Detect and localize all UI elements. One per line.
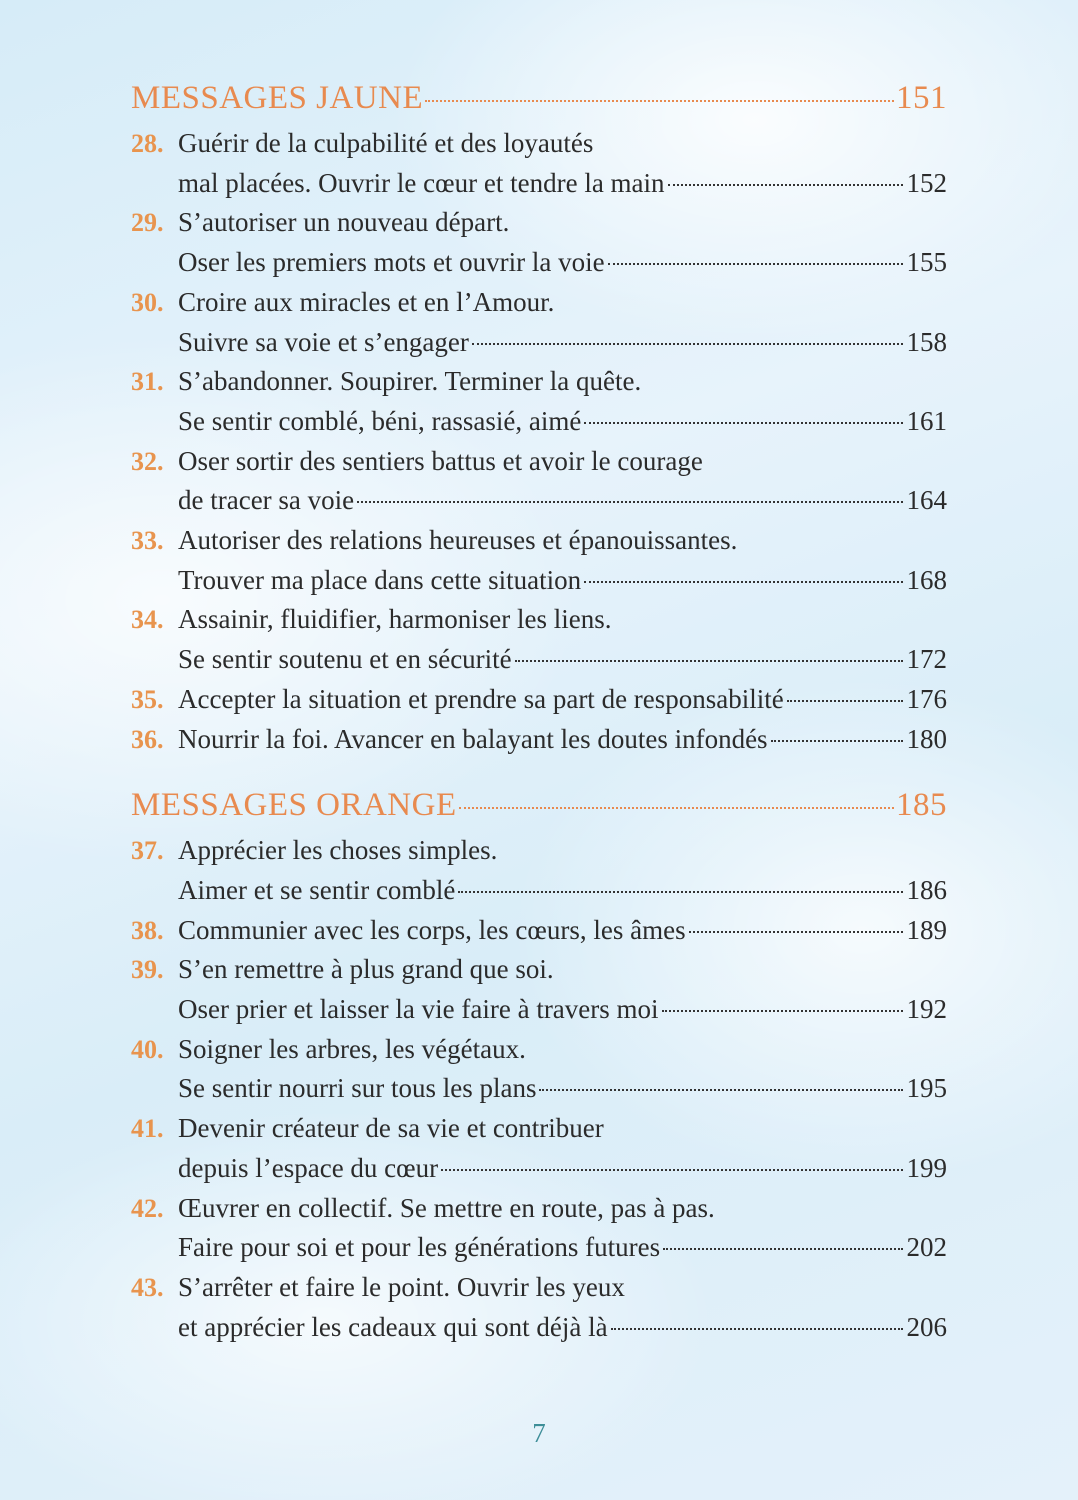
- entry-line: [178, 871, 947, 911]
- entry-line: [178, 990, 947, 1030]
- table-of-contents: [131, 80, 947, 1375]
- entry-number: 33.: [131, 526, 164, 556]
- toc-entry[interactable]: [131, 1189, 947, 1268]
- entry-number: 40.: [131, 1034, 164, 1064]
- entry-line-text: depuis l’espace du cœur: [178, 1152, 439, 1183]
- entry-line: [178, 1189, 947, 1229]
- entry-line: [178, 1308, 947, 1348]
- leader-dots: [539, 1089, 902, 1091]
- entry-line-text: Autoriser des relations heureuses et épanouissantes.: [178, 525, 738, 556]
- leader-dots: [472, 343, 903, 345]
- entry-line: [178, 323, 947, 363]
- entry-number: 43.: [131, 1272, 164, 1302]
- entry-line-text: Devenir créateur de sa vie et contribuer: [178, 1113, 604, 1144]
- entry-line-text: Œuvrer en collectif. Se mettre en route, pas à pas.: [178, 1192, 715, 1223]
- entry-page: 206: [906, 1311, 947, 1342]
- entry-text: [178, 521, 947, 600]
- entry-line: [178, 1268, 947, 1308]
- entry-line-text: Oser sortir des sentiers battus et avoir le courage: [178, 445, 703, 476]
- entry-text: [178, 950, 947, 1029]
- entry-line-text: S’arrêter et faire le point. Ouvrir les yeux: [178, 1271, 625, 1302]
- entry-number: 32.: [131, 446, 164, 476]
- section-title: MESSAGES ORANGE: [131, 787, 457, 824]
- toc-entry[interactable]: [131, 950, 947, 1029]
- leader-dots: [458, 891, 902, 893]
- entry-number: 28.: [131, 129, 164, 158]
- entry-line-text: Guérir de la culpabilité et des loyautés: [178, 128, 594, 158]
- toc-entry[interactable]: [131, 1268, 947, 1347]
- entry-number: 37.: [131, 836, 164, 866]
- entry-number: 41.: [131, 1114, 164, 1144]
- entry-line-text: S’abandonner. Soupirer. Terminer la quête.: [178, 366, 642, 397]
- toc-entry[interactable]: [131, 720, 947, 760]
- entry-page: 186: [906, 874, 947, 905]
- leader-dots: [662, 1010, 903, 1012]
- entry-page: 202: [906, 1232, 947, 1263]
- entry-line-text: et apprécier les cadeaux qui sont déjà là: [178, 1311, 608, 1342]
- entry-page: 199: [906, 1152, 947, 1183]
- entry-text: [178, 442, 947, 521]
- entry-number: 35.: [131, 684, 164, 714]
- entry-line-text: Se sentir nourri sur tous les plans: [178, 1073, 537, 1104]
- entry-line-text: Oser les premiers mots et ouvrir la voie: [178, 247, 605, 278]
- toc-entry[interactable]: [131, 831, 947, 910]
- entry-line-text: Se sentir comblé, béni, rassasié, aimé: [178, 405, 582, 436]
- entry-line: [178, 1030, 947, 1070]
- entry-line: [178, 283, 947, 323]
- toc-entry[interactable]: [131, 1109, 947, 1188]
- leader-dots: [689, 931, 903, 933]
- toc-entry[interactable]: [131, 1030, 947, 1109]
- entry-text: [178, 203, 947, 282]
- section-heading: [131, 80, 947, 124]
- entry-line-text: Soigner les arbres, les végétaux.: [178, 1033, 526, 1064]
- entry-page: 189: [906, 914, 947, 945]
- leader-dots: [441, 1169, 902, 1171]
- entry-text: [178, 831, 947, 910]
- entry-number: 30.: [131, 287, 164, 317]
- entry-line-text: Nourrir la foi. Avancer en balayant les doutes infondés: [178, 723, 768, 754]
- leader-dots: [584, 581, 902, 583]
- section-page: 185: [896, 787, 947, 824]
- toc-entry[interactable]: [131, 283, 947, 362]
- entry-line: [178, 1228, 947, 1268]
- entry-line: [178, 243, 947, 283]
- entry-line: [178, 720, 947, 760]
- entry-line-text: mal placées. Ouvrir le cœur et tendre la main: [178, 167, 665, 198]
- entry-line: [178, 600, 947, 640]
- entry-line: [178, 164, 947, 204]
- entry-number: 39.: [131, 955, 164, 985]
- entry-line: [178, 521, 947, 561]
- toc-entry[interactable]: [131, 362, 947, 441]
- leader-dots: [425, 100, 894, 102]
- entry-line-text: Se sentir soutenu et en sécurité: [178, 644, 512, 675]
- entry-page: 152: [906, 167, 947, 198]
- toc-entry[interactable]: [131, 911, 947, 951]
- entry-line: [178, 1149, 947, 1189]
- entry-line: [178, 402, 947, 442]
- entry-line: [178, 561, 947, 601]
- leader-dots: [515, 660, 903, 662]
- entry-list: [131, 831, 947, 1347]
- entry-line-text: S’autoriser un nouveau départ.: [178, 207, 510, 238]
- entry-number: 36.: [131, 724, 164, 754]
- entry-line-text: Apprécier les choses simples.: [178, 835, 498, 866]
- entry-text: [178, 720, 947, 760]
- leader-dots: [668, 184, 903, 186]
- entry-line-text: Assainir, fluidifier, harmoniser les liens.: [178, 604, 612, 635]
- entry-text: [178, 1268, 947, 1347]
- entry-page: 195: [906, 1073, 947, 1104]
- entry-page: 180: [906, 723, 947, 754]
- leader-dots: [608, 263, 903, 265]
- leader-dots: [459, 807, 894, 809]
- entry-text: [178, 1189, 947, 1268]
- entry-page: 172: [906, 644, 947, 675]
- section-heading: [131, 787, 947, 831]
- entry-number: 38.: [131, 915, 164, 945]
- entry-text: [178, 283, 947, 362]
- page-number: 7: [532, 1418, 546, 1448]
- entry-line-text: Trouver ma place dans cette situation: [178, 564, 582, 595]
- entry-number: 42.: [131, 1193, 164, 1223]
- leader-dots: [771, 740, 903, 742]
- entry-text: [178, 1030, 947, 1109]
- entry-list: [131, 124, 947, 759]
- entry-line: [178, 1109, 947, 1149]
- entry-line: [178, 203, 947, 243]
- section-jaune: [131, 80, 947, 759]
- toc-entry[interactable]: [131, 124, 947, 203]
- entry-page: 176: [906, 683, 947, 714]
- toc-entry[interactable]: [131, 521, 947, 600]
- entry-text: [178, 124, 947, 203]
- entry-line: [178, 950, 947, 990]
- toc-entry[interactable]: [131, 203, 947, 282]
- entry-line: [178, 1069, 947, 1109]
- entry-line-text: Accepter la situation et prendre sa part de responsabilité: [178, 683, 784, 714]
- entry-line: [178, 124, 947, 164]
- entry-page: 192: [906, 994, 947, 1025]
- entry-line: [178, 640, 947, 680]
- section-page: 151: [896, 80, 947, 116]
- entry-line-text: Aimer et se sentir comblé: [178, 874, 456, 905]
- leader-dots: [611, 1328, 903, 1330]
- entry-line-text: Communier avec les corps, les cœurs, les âmes: [178, 914, 686, 945]
- entry-text: [178, 911, 947, 951]
- entry-line: [178, 831, 947, 871]
- entry-page: 161: [906, 405, 947, 436]
- section-title: MESSAGES JAUNE: [131, 80, 424, 116]
- entry-line: [178, 481, 947, 521]
- entry-page: 168: [906, 564, 947, 595]
- entry-number: 34.: [131, 605, 164, 635]
- entry-line: [178, 362, 947, 402]
- entry-line: [178, 680, 947, 720]
- entry-line-text: Oser prier et laisser la vie faire à travers moi: [178, 994, 659, 1025]
- entry-line: [178, 442, 947, 482]
- entry-line-text: Faire pour soi et pour les générations futures: [178, 1232, 661, 1263]
- entry-page: 158: [906, 326, 947, 357]
- entry-page: 155: [906, 247, 947, 278]
- entry-line: [178, 911, 947, 951]
- entry-text: [178, 1109, 947, 1188]
- toc-entry[interactable]: [131, 442, 947, 521]
- entry-text: [178, 600, 947, 679]
- leader-dots: [357, 501, 902, 503]
- entry-number: 31.: [131, 367, 164, 397]
- entry-line-text: Croire aux miracles et en l’Amour.: [178, 286, 555, 317]
- leader-dots: [663, 1248, 902, 1250]
- section-orange: [131, 787, 947, 1347]
- leader-dots: [787, 700, 903, 702]
- entry-text: [178, 680, 947, 720]
- toc-entry[interactable]: [131, 680, 947, 720]
- entry-line-text: de tracer sa voie: [178, 485, 355, 516]
- toc-entry[interactable]: [131, 600, 947, 679]
- entry-number: 29.: [131, 208, 164, 238]
- entry-line-text: Suivre sa voie et s’engager: [178, 326, 469, 357]
- entry-text: [178, 362, 947, 441]
- leader-dots: [584, 422, 902, 424]
- entry-line-text: S’en remettre à plus grand que soi.: [178, 954, 554, 985]
- entry-page: 164: [906, 485, 947, 516]
